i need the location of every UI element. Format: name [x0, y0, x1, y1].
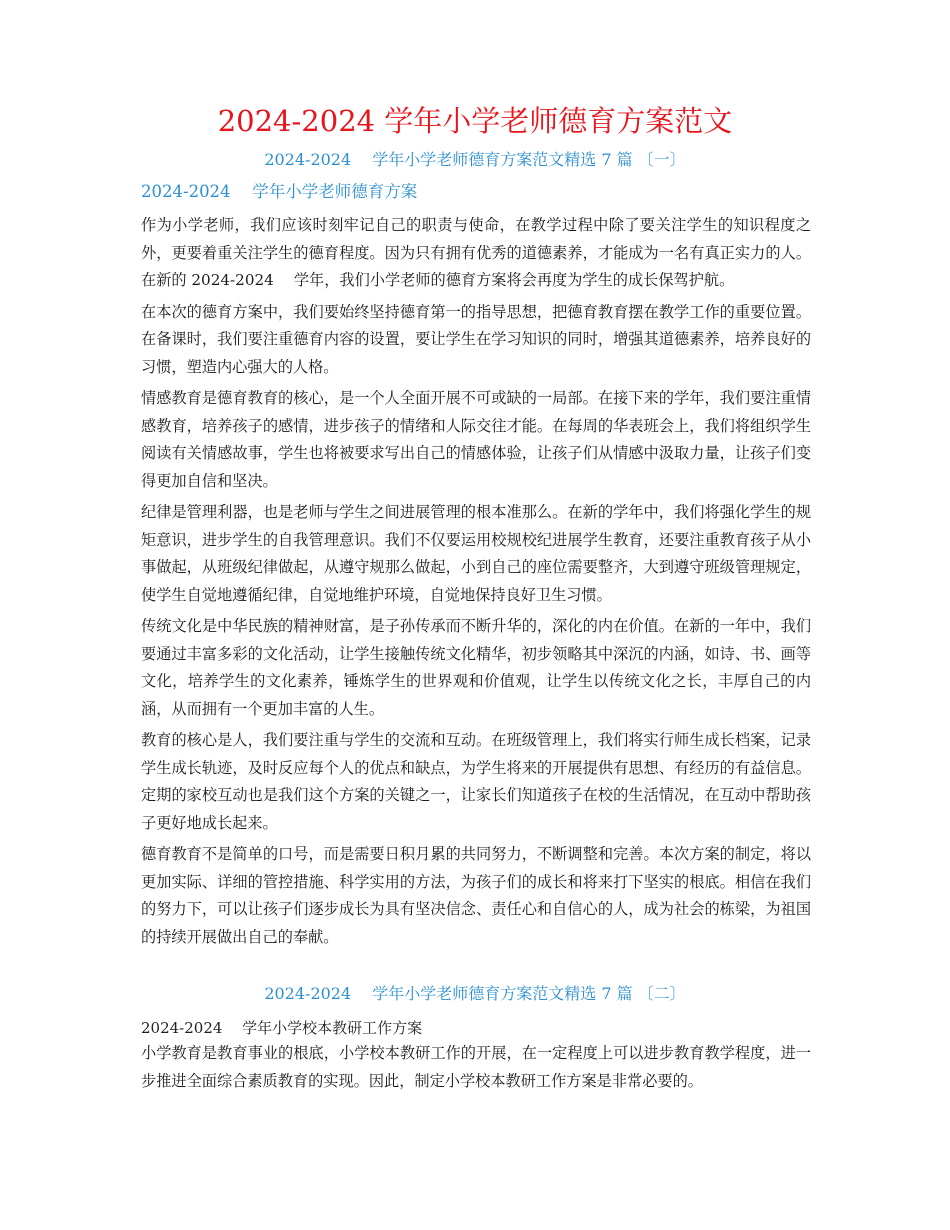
paragraph: 传统文化是中华民族的精神财富，是子孙传承而不断升华的，深化的内在价值。在新的一年中，我们要通过丰富多彩的文化活动，让学生接触传统文化精华，初步领略其中深沉的内涵，如诗、书、画等文化，培养学生的文化素养，锤炼学生的世界观和价值观，让学生以传统文化之长，丰厚自己的内涵，从而拥有一个更加丰富的人生。 — [141, 617, 811, 718]
paragraph: 作为小学老师，我们应该时刻牢记自己的职责与使命，在教学过程中除了要关注学生的知识程度之外，更要着重关注学生的德育程度。因为只有拥有优秀的道德素养，才能成为一名有真正实力的人。在新的 2024-2024 学年，我们小学老师的德育方案将会再度为学生的成长保驾护航。 — [141, 216, 811, 289]
section-2-heading: 2024-2024 学年小学老师德育方案范文精选 7 篇 〔二〕 — [264, 984, 686, 1003]
document-title: 2024-2024 学年小学老师德育方案范文 — [217, 104, 733, 138]
paragraph: 教育的核心是人，我们要注重与学生的交流和互动。在班级管理上，我们将实行师生成长档案，记录学生成长轨迹，及时反应每个人的优点和缺点，为学生将来的开展提供有思想、有经历的有益信息。定期的家校互动也是我们这个方案的关键之一，让家长们知道孩子在校的生活情况，在互动中帮助孩子更好地成长起来。 — [141, 731, 811, 832]
section-1-body — [141, 212, 811, 955]
paragraph: 纪律是管理利器，也是老师与学生之间进展管理的根本准那么。在新的学年中，我们将强化学生的规矩意识，进步学生的自我管理意识。我们不仅要运用校规校纪进展学生教育，还要注重教育孩子从小事做起，从班级纪律做起，从遵守规那么做起，小到自己的座位需要整齐，大到遵守班级管理规定，使学生自觉地遵循纪律，自觉地维护环境，自觉地保持良好卫生习惯。 — [141, 503, 811, 604]
section-1-subtitle: 2024-2024 学年小学老师德育方案 — [141, 182, 418, 201]
section-2-body — [141, 1040, 811, 1099]
paragraph: 德育教育不是简单的口号，而是需要日积月累的共同努力，不断调整和完善。本次方案的制定，将以更加实际、详细的管控措施、科学实用的方法，为孩子们的成长和将来打下坚实的根底。相信在我们的努力下，可以让孩子们逐步成长为具有坚决信念、责任心和自信心的人，成为社会的栋梁，为祖国的持续开展做出自己的奉献。 — [141, 845, 811, 946]
section-2-subtitle: 2024-2024 学年小学校本教研工作方案 — [141, 1019, 423, 1037]
paragraph: 在本次的德育方案中，我们要始终坚持德育第一的指导思想，把德育教育摆在教学工作的重要位置。在备课时，我们要注重德育内容的设置，要让学生在学习知识的同时，增强其道德素养，培养良好的习惯，塑造内心强大的人格。 — [141, 302, 811, 376]
paragraph: 情感教育是德育教育的核心，是一个人全面开展不可或缺的一局部。在接下来的学年，我们要注重情感教育，培养孩子的感情，进步孩子的情绪和人际交往才能。在每周的华表班会上，我们将组织学生阅读有关情感故事，学生也将被要求写出自己的情感体验，让孩子们从情感中汲取力量，让孩子们变得更加自信和坚决。 — [141, 389, 811, 490]
paragraph: 小学教育是教育事业的根底，小学校本教研工作的开展，在一定程度上可以进步教育教学程度，进一步推进全面综合素质教育的实现。因此，制定小学校本教研工作方案是非常必要的。 — [141, 1044, 811, 1090]
section-1-heading: 2024-2024 学年小学老师德育方案范文精选 7 篇 〔一〕 — [264, 150, 686, 169]
